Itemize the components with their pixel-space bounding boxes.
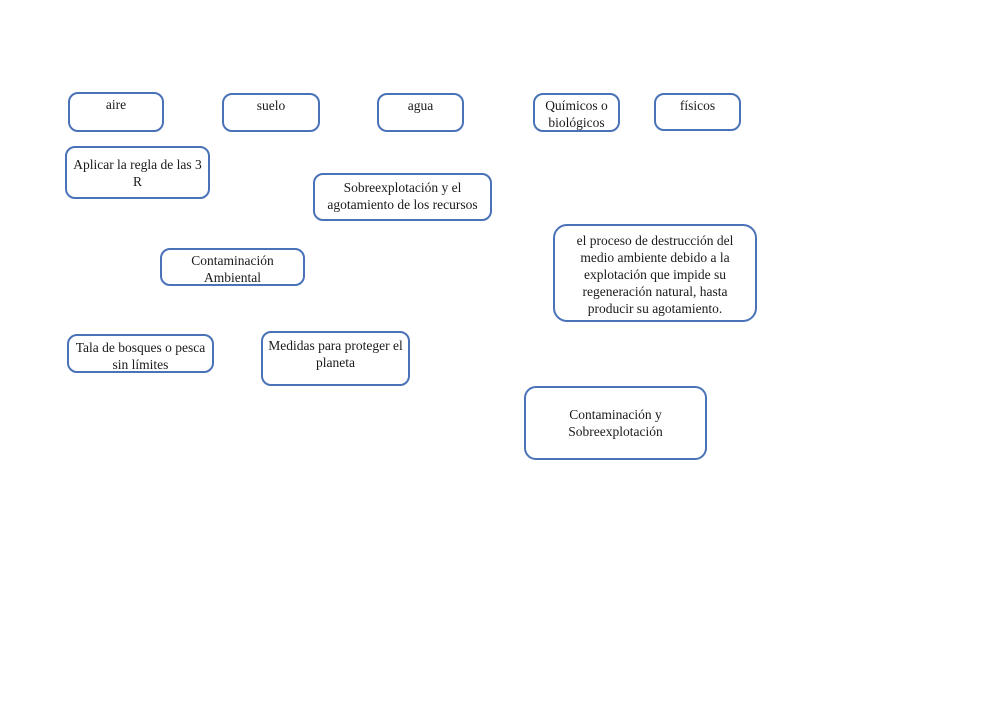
box-label: físicos — [679, 98, 716, 113]
draggable-box-tala[interactable] — [67, 334, 214, 373]
box-label: Contaminación y Sobreexplotación — [568, 407, 663, 439]
box-label: Aplicar la regla de las 3 R — [73, 157, 202, 189]
draggable-box-sobreexplotacion[interactable] — [313, 173, 492, 221]
box-label: aire — [105, 97, 127, 112]
draggable-box-aire[interactable] — [68, 92, 164, 132]
box-label: Químicos o biológicos — [545, 98, 608, 130]
draggable-box-regla-3r[interactable] — [65, 146, 210, 199]
draggable-box-agua[interactable] — [377, 93, 464, 132]
box-label: Sobreexplotación y el agotamiento de los recursos — [327, 180, 478, 212]
definition-text: el proceso de destrucción del medio ambiente debido a la explotación que impide su regeneración natural, hasta producir su agotamiento. — [576, 233, 734, 316]
draggable-box-quimicos[interactable] — [533, 93, 620, 132]
box-label: Medidas para proteger el planeta — [268, 338, 403, 370]
box-label: Contaminación Ambiental — [191, 253, 274, 285]
box-label: Tala de bosques o pesca sin límites — [75, 340, 206, 372]
box-label: suelo — [256, 98, 286, 113]
draggable-box-contaminacion-ambiental[interactable] — [160, 248, 305, 286]
definition-box[interactable] — [553, 224, 757, 322]
draggable-box-suelo[interactable] — [222, 93, 320, 132]
title-box-contaminacion-sobreexplotacion[interactable] — [524, 386, 707, 460]
box-label: agua — [407, 98, 434, 113]
draggable-box-fisicos[interactable] — [654, 93, 741, 131]
draggable-box-medidas[interactable] — [261, 331, 410, 386]
